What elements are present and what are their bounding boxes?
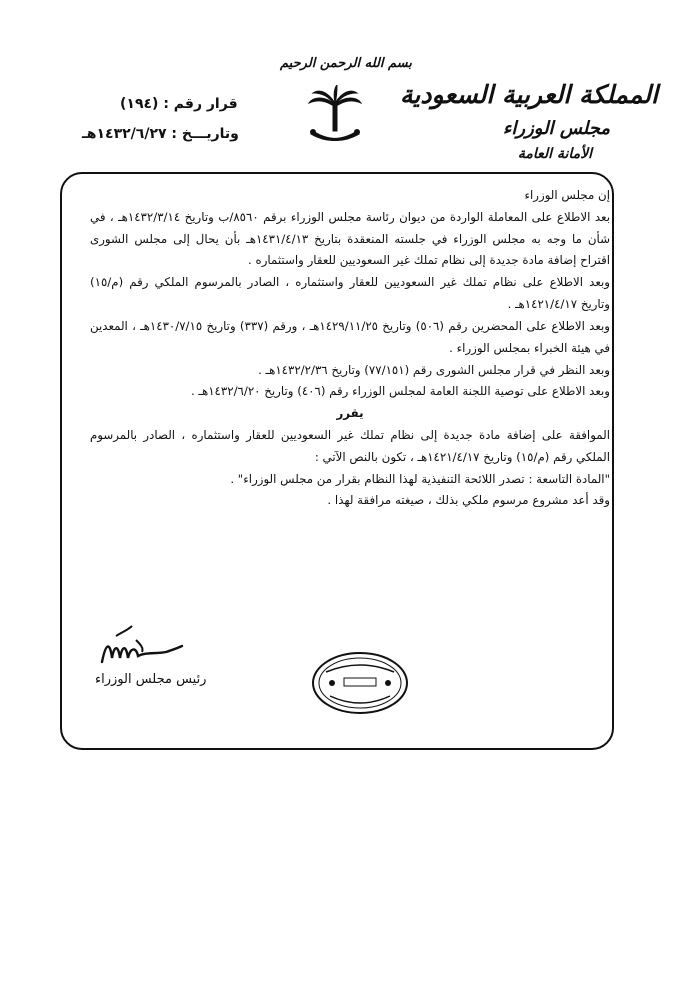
body-paragraph: وبعد الاطلاع على المحضرين رقم (٥٠٦) وتاريخ ١٤٢٩/١١/٢٥هـ ، ورقم (٣٣٧) وتاريخ ١٤٣٠/٧/١٥هـ ، المعدين في هيئة الخبراء بمجلس الوزراء . — [90, 318, 610, 355]
signatory-title: رئيس مجلس الوزراء — [95, 672, 207, 687]
kingdom-name: المملكة العربية السعودية — [399, 80, 658, 109]
article-text: "المادة التاسعة : تصدر اللائحة التنفيذية لهذا النظام بقرار من مجلس الوزراء" . — [230, 471, 610, 486]
body-closing: وقد أعد مشروع مرسوم ملكي بذلك ، صيغته مرافقة لهذا . — [327, 493, 610, 508]
body-paragraph: وبعد الاطلاع على توصية اللجنة العامة لمجلس الوزراء رقم (٤٠٦) وتاريخ ١٤٣٢/٦/٢٠هـ . — [191, 384, 610, 399]
basmala: بسم الله الرحمن الرحيم — [280, 56, 412, 71]
body-paragraph: وبعد النظر في قرار مجلس الشورى رقم (٧٧/١٥١) وتاريخ ١٤٣٢/٢/٣٦هـ . — [258, 362, 610, 377]
council-name: مجلس الوزراء — [502, 118, 610, 139]
body-opening: إن مجلس الوزراء — [524, 188, 610, 202]
decision-date: وتاريـــخ : ١٤٣٢/٦/٢٧هـ — [82, 126, 239, 142]
saudi-emblem-icon — [305, 85, 365, 150]
decision-body — [90, 185, 610, 512]
body-paragraph: بعد الاطلاع على المعاملة الواردة من ديوان رئاسة مجلس الوزراء برقم ٨٥٦٠/ب وتاريخ ١٤٣٢/٣/١٤هـ ، في شأن ما وجه به مجلس الوزراء في جلسته المنعقدة بتاريخ ١٤٣١/٤/١٣هـ بأن يحال إلى مجلس الشورى اقتراح إضافة مادة جديدة إلى نظام تملك غير السعوديين للعقار واستثماره . — [90, 209, 610, 268]
stamp-seal — [310, 650, 410, 716]
decision-number: قرار رقم : (١٩٤) — [120, 96, 238, 112]
resolution-heading: يقرر — [336, 406, 364, 421]
body-paragraph: وبعد الاطلاع على نظام تملك غير السعوديين للعقار واستثماره ، الصادر بالمرسوم الملكي رقم (م/١٥) وتاريخ ١٤٢١/٤/١٧هـ . — [90, 275, 610, 312]
handwritten-signature — [96, 622, 186, 677]
secretariat-name: الأمانة العامة — [517, 146, 592, 162]
body-paragraph: الموافقة على إضافة مادة جديدة إلى نظام تملك غير السعوديين للعقار واستثماره ، الصادر بالمرسوم الملكي رقم (م/١٥) وتاريخ ١٤٢١/٤/١٧هـ ، تكون بالنص الآتي : — [90, 427, 610, 464]
